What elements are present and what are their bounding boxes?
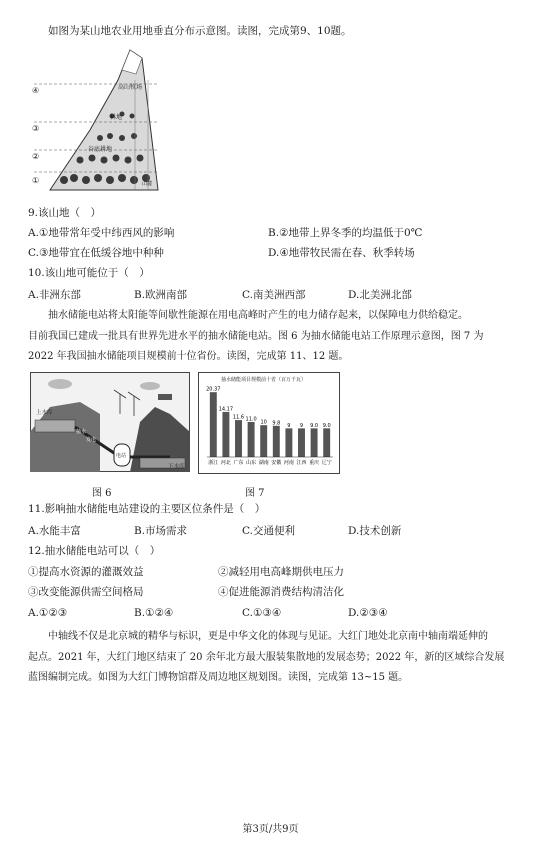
bar-浙江	[210, 392, 217, 457]
label-forest: 林地	[110, 114, 123, 121]
label-station: 电站	[116, 453, 127, 459]
q12-option-c[interactable]: C.①③④	[242, 607, 282, 619]
label-upper-reservoir: 上水库	[36, 410, 53, 416]
figure-7-bar-chart	[198, 372, 340, 474]
label-foothill: 山麓	[142, 181, 153, 187]
q10-option-b[interactable]: B.欧洲南部	[134, 289, 188, 301]
q10-option-c[interactable]: C.南美洲西部	[242, 289, 306, 301]
passage2-line-1: 抽水储能电站将太阳能等间歇性能源在用电高峰时产生的电力储存起来，以保障电力供给稳定。	[48, 310, 468, 321]
figure-6-caption: 图 6	[92, 488, 112, 499]
bar-湖南	[260, 425, 267, 457]
label-valley-farmland: 谷底耕地	[88, 146, 113, 153]
zone-4-label: ④	[32, 86, 40, 95]
category-label-河北: 河北	[220, 460, 231, 466]
q12-option-d[interactable]: D.②③④	[348, 607, 388, 619]
category-label-安徽: 安徽	[271, 460, 282, 466]
passage3-line-2: 起点。2021 年，大红门地区结束了 20 余年北方最大服装集散地的发展态势；2022 年，新的区域综合发展	[28, 652, 505, 663]
q9-option-a[interactable]: A.①地带常年受中纬西风的影响	[28, 227, 175, 239]
q9-stem: 9.该山地（ ）	[28, 207, 102, 219]
bar-辽宁	[323, 428, 330, 457]
category-label-湖南: 湖南	[258, 460, 269, 466]
page-number: 第3页/共9页	[242, 824, 299, 835]
label-pasture: 高山牧场	[118, 84, 143, 91]
value-label-江西: 9	[299, 422, 304, 429]
q10-option-d[interactable]: D.北美洲北部	[348, 289, 412, 301]
category-label-辽宁: 辽宁	[321, 460, 332, 466]
value-label-辽宁: 9.0	[322, 422, 331, 429]
category-label-江西: 江西	[296, 460, 307, 466]
bar-安徽	[273, 426, 280, 457]
category-label-河南: 河南	[283, 460, 294, 466]
value-label-安徽: 9.8	[272, 420, 281, 427]
q11-option-d[interactable]: D.技术创新	[348, 525, 402, 537]
label-pump: 抽水	[76, 429, 87, 435]
category-label-浙江: 浙江	[208, 460, 219, 466]
value-label-浙江: 20.37	[206, 386, 221, 393]
bar-山东	[248, 422, 255, 457]
category-label-广东: 广东	[233, 460, 244, 466]
q12-option-a[interactable]: A.①②③	[28, 607, 68, 619]
q10-stem: 10.该山地可能位于（ ）	[28, 267, 150, 279]
passage3-line-3: 蓝图编制完成。如图为大红门博物馆群及周边地区规划图。读图，完成第 13~15 题。	[28, 672, 409, 683]
q12-option-b[interactable]: B.①②④	[134, 607, 174, 619]
value-label-山东: 11.0	[245, 416, 257, 423]
bar-广东	[235, 420, 242, 457]
q9-option-c[interactable]: C.③地带宜在低缓谷地中种种	[28, 247, 164, 259]
value-label-河北: 14.17	[218, 406, 234, 413]
category-label-山东: 山东	[246, 460, 257, 466]
passage2-line-2: 目前我国已建成一批具有世界先进水平的抽水储能电站。图 6 为抽水储能电站工作原理示意图，图 7 为	[28, 331, 484, 342]
zone-2-label: ②	[32, 152, 40, 161]
value-label-河南: 9	[287, 422, 291, 429]
value-label-重庆: 9.0	[310, 422, 319, 429]
label-generate: 发电	[86, 437, 97, 443]
zone-3-label: ③	[32, 124, 40, 133]
q12-stem: 12.抽水储能电站可以（ ）	[28, 545, 161, 557]
mountain-figure	[30, 40, 170, 198]
q12-item-2: ②减轻用电高峰期供电压力	[218, 566, 344, 578]
bar-河北	[222, 412, 229, 457]
label-lower-reservoir: 下水库	[168, 464, 185, 470]
q10-option-a[interactable]: A.非洲东部	[28, 289, 81, 301]
figure-6-pumped-storage-diagram	[30, 372, 190, 472]
q11-option-b[interactable]: B.市场需求	[134, 525, 188, 537]
value-label-广东: 11.6	[232, 414, 245, 421]
chart-svg	[199, 373, 339, 473]
category-label-重庆: 重庆	[309, 460, 320, 466]
passage3-line-1: 中轴线不仅是北京城的精华与标识，更是中华文化的体现与见证。大红门地处北京南中轴南端延伸的	[48, 631, 488, 642]
q11-option-c[interactable]: C.交通便利	[242, 525, 295, 537]
zone-1-label: ①	[32, 176, 40, 185]
q11-option-a[interactable]: A.水能丰富	[28, 525, 81, 537]
intro-text: 如图为某山地农业用地垂直分布示意图。读图，完成第9、10题。	[48, 25, 352, 37]
chart-title: 抽水储能项目规模前十省（百万千瓦）	[221, 377, 307, 383]
q9-option-d[interactable]: D.④地带牧民需在春、秋季转场	[268, 247, 415, 259]
bar-江西	[298, 428, 305, 457]
bar-河南	[285, 428, 292, 457]
q11-stem: 11.影响抽水储能电站建设的主要区位条件是（ ）	[28, 503, 266, 515]
q12-item-1: ①提高水资源的灌溉效益	[28, 566, 144, 578]
value-label-湖南: 10	[260, 419, 267, 426]
figure-7-caption: 图 7	[245, 488, 265, 499]
bar-重庆	[311, 428, 318, 457]
q12-item-4: ④促进能源消费结构清洁化	[218, 586, 344, 598]
q9-option-b[interactable]: B.②地带上界冬季的均温低于0℃	[268, 227, 423, 239]
passage2-line-3: 2022 年我国抽水储能项目规模前十位省份。读图，完成第 11、12 题。	[28, 351, 349, 362]
q12-item-3: ③改变能源供需空间格局	[28, 586, 144, 598]
